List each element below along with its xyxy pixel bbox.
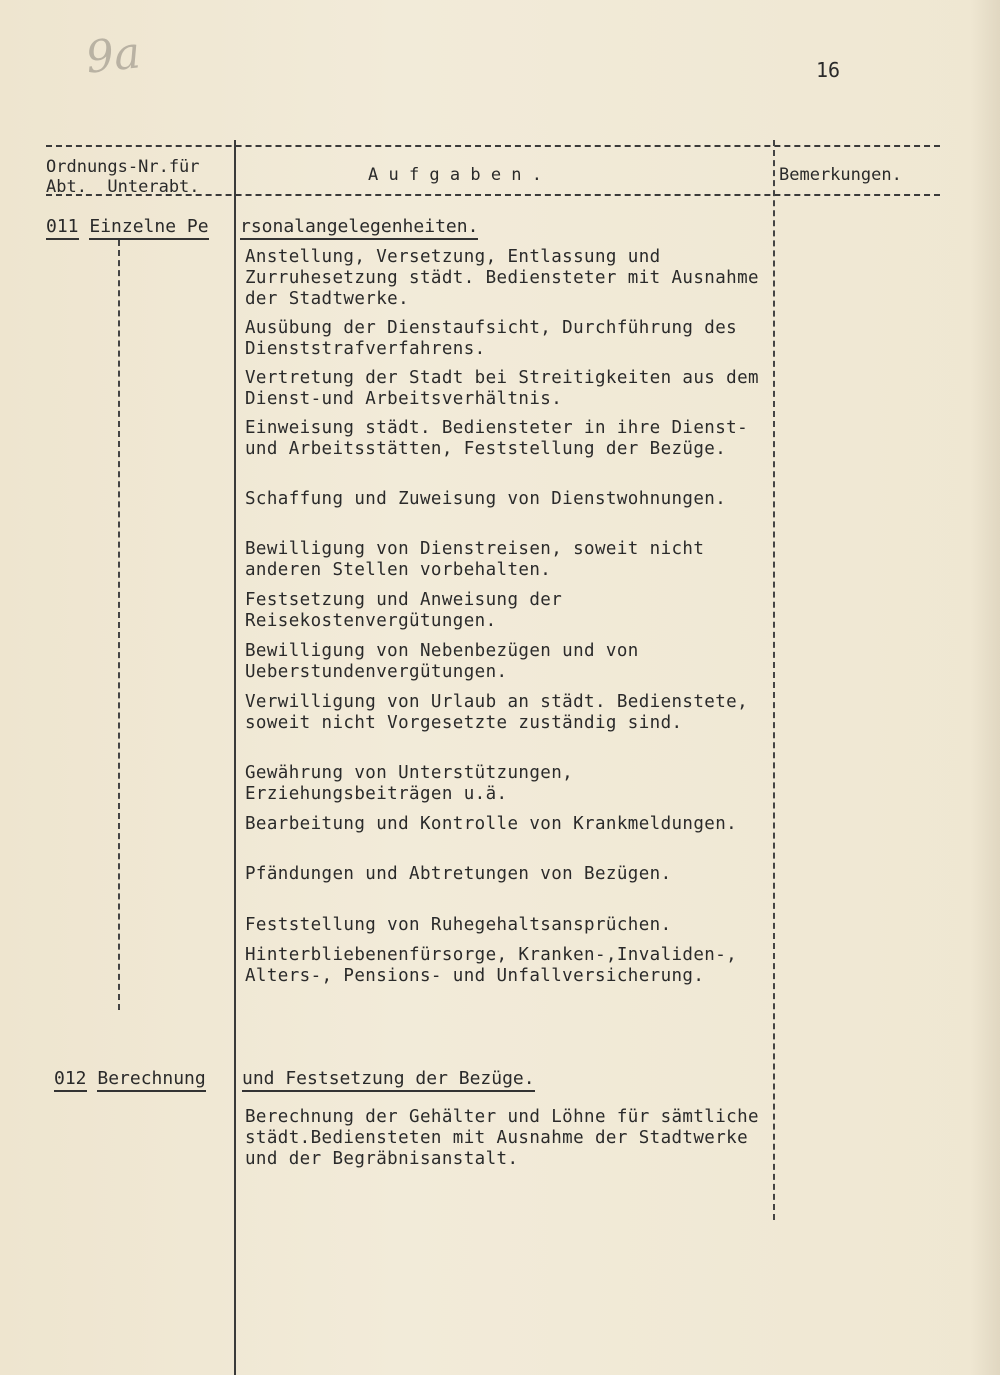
section-012-number: 012: [54, 1068, 87, 1092]
task-item: Verwilligung von Urlaub an städt. Bedienstete, soweit nicht Vorgesetzte zuständig sind.: [245, 692, 749, 733]
page-number: 16: [816, 58, 841, 82]
task-item: Pfändungen und Abtretungen von Bezügen.: [245, 864, 672, 884]
page-edge-shadow: [970, 0, 1000, 1375]
column-divider-right: [773, 140, 775, 1220]
task-item: Feststellung von Ruhegehaltsansprüchen.: [245, 915, 672, 935]
task-item: Bewilligung von Dienstreisen, soweit nicht anderen Stellen vorbehalten.: [245, 539, 705, 580]
task-item: Ausübung der Dienstaufsicht, Durchführung des Dienststrafverfahrens.: [245, 318, 738, 359]
header-top-rule: [46, 145, 940, 147]
section-011-heading: [46, 216, 209, 237]
task-item: Berechnung der Gehälter und Löhne für sämtliche städt.Bediensteten mit Ausnahme der Stadtwerke und der Begräbnisanstalt.: [245, 1107, 759, 1169]
task-item: Schaffung und Zuweisung von Dienstwohnungen.: [245, 489, 727, 509]
task-item: Gewährung von Unterstützungen, Erziehungsbeiträgen u.ä.: [245, 763, 574, 804]
header-col1-line2: Abt. Unterabt.: [46, 177, 200, 197]
handwritten-mark: 9a: [83, 27, 143, 84]
section-012-title-left: Berechnung: [97, 1068, 205, 1092]
task-item: Vertretung der Stadt bei Streitigkeiten aus dem Dienst-und Arbeitsverhältnis.: [245, 368, 759, 409]
task-item: Bewilligung von Nebenbezügen und von Ueberstundenvergütungen.: [245, 641, 639, 682]
task-item: Festsetzung und Anweisung der Reisekostenvergütungen.: [245, 590, 563, 631]
section-012-title-right: und Festsetzung der Bezüge.: [242, 1068, 535, 1092]
section-012-heading: [54, 1068, 206, 1089]
header-remarks: Bemerkungen.: [779, 165, 902, 185]
task-item: Bearbeitung und Kontrolle von Krankmeldungen.: [245, 814, 738, 834]
section-011-title-left: Einzelne Pe: [89, 216, 208, 240]
task-item: Anstellung, Versetzung, Entlassung und Zurruhesetzung städt. Bediensteter mit Ausnahme der Stadtwerke.: [245, 247, 759, 309]
section-011-title-right: rsonalangelegenheiten.: [240, 216, 478, 240]
section-011-number: 011: [46, 216, 79, 240]
section-011-title-right-wrap: [240, 216, 478, 237]
header-tasks: A u f g a b e n .: [368, 165, 542, 185]
header-col1-line1: Ordnungs-Nr.für: [46, 157, 200, 177]
task-item: Hinterbliebenenfürsorge, Kranken-,Invaliden-, Alters-, Pensions- und Unfallversicherung.: [245, 945, 738, 986]
section-012-title-right-wrap: [242, 1068, 535, 1089]
subsection-divider: [118, 240, 120, 1010]
column-divider-left: [234, 140, 236, 1375]
task-item: Einweisung städt. Bediensteter in ihre Dienst-und Arbeitsstätten, Feststellung der Bezüge.: [245, 418, 749, 459]
